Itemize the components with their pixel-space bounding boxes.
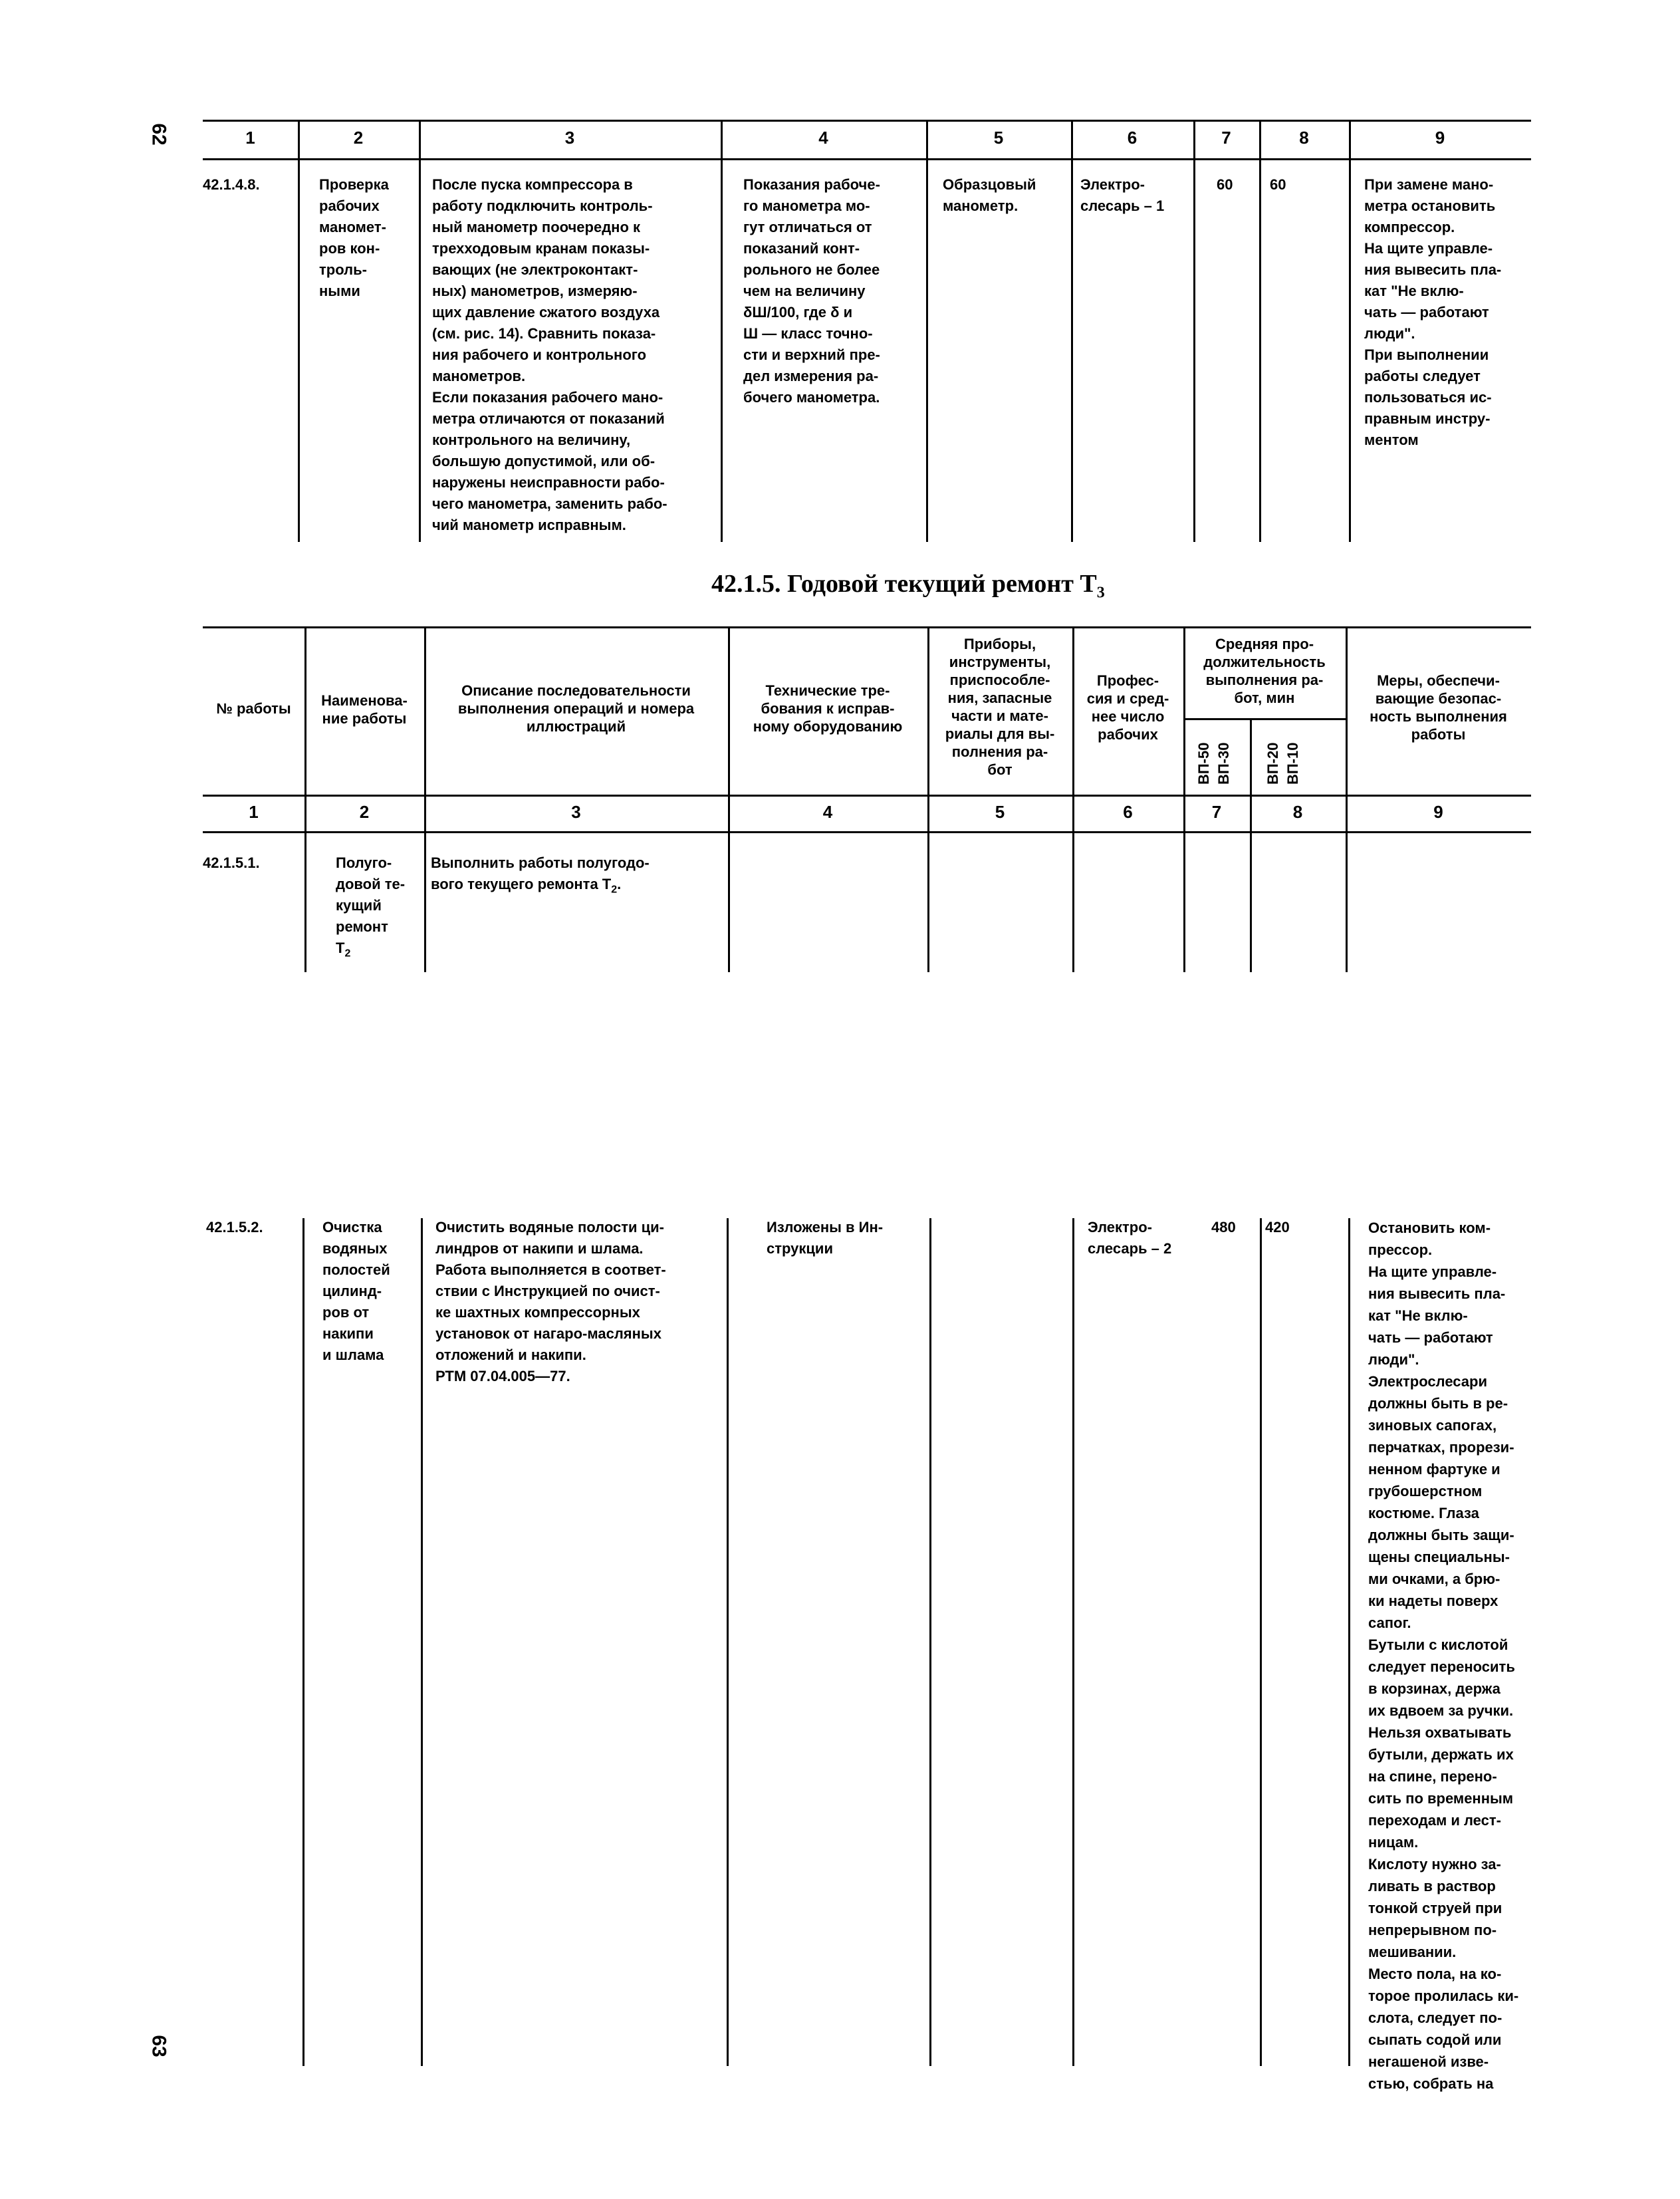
work-name: Очистка водяных полостей цилинд- ров от накипи и шлама xyxy=(322,1219,390,1363)
work-name: Полуго- довой те- кущий ремонт $Т_2$ xyxy=(336,854,406,960)
section-title: 42.1.5. Годовой текущий ремонт $Т_3$ xyxy=(711,570,1105,602)
col-number: 4 xyxy=(818,128,828,148)
header-vp30: ВП-30 xyxy=(1215,742,1232,785)
col-number: 3 xyxy=(564,128,575,148)
work-name: Проверка рабочих маномет- ров кон- троль- ными xyxy=(319,176,389,299)
work-description: После пуска компрессора в работу подключить контроль- ный манометр поочередно к трехходовым кранам показы- вающих (не электроконтакт- ных) манометров, измеряю- щих давление сжатого воздуха (см. рис. 14). Сравнить показа- ния рабочего и контрольного манометров. Если показания рабочего мано- метра отличаются от показаний контрольного на величину, большую допустимой, или об- наружены неисправности рабо- чего манометра, заменить рабо- чий манометр исправным. xyxy=(432,176,667,533)
time-vp50-vp30: 480 xyxy=(1211,1219,1236,1235)
profession: Электро- слесарь – 1 xyxy=(1080,176,1165,214)
header-description: Описание последовательности выполнения операций и номера иллюстраций xyxy=(457,682,695,735)
header-tools: Приборы, инструменты, приспособле- ния, запасные части и мате- риалы для вы- полнения ра- бот xyxy=(945,636,1055,778)
header-profession: Профес- сия и сред- нее число рабочих xyxy=(1086,672,1169,743)
header-vp10: ВП-10 xyxy=(1284,742,1301,785)
profession: Электро- слесарь – 2 xyxy=(1088,1219,1172,1257)
work-code: 42.1.5.2. xyxy=(206,1219,263,1235)
header-requirements: Технические тре- бования к исправ- ному оборудованию xyxy=(753,682,903,735)
col-number: 7 xyxy=(1221,128,1231,148)
header-work-no: № работы xyxy=(216,700,291,717)
col-number: 7 xyxy=(1211,802,1222,822)
page-number-top: 62 xyxy=(148,123,170,146)
page-number-bottom: 63 xyxy=(148,2035,170,2057)
col-number: 5 xyxy=(995,802,1005,822)
col-number: 1 xyxy=(245,128,255,148)
header-duration: Средняя про- должительность выполнения ра- бот, мин xyxy=(1203,636,1326,706)
header-vp20: ВП-20 xyxy=(1264,742,1281,785)
col-number: 9 xyxy=(1435,128,1445,148)
tools: Образцовый манометр. xyxy=(943,176,1036,214)
technical-requirements: Изложены в Ин- струкции xyxy=(767,1219,884,1257)
col-number: 8 xyxy=(1299,128,1309,148)
col-number: 3 xyxy=(571,802,581,822)
time-vp20-vp10: 420 xyxy=(1265,1219,1290,1235)
col-number: 8 xyxy=(1292,802,1303,822)
time-vp20-vp10: 60 xyxy=(1270,176,1286,193)
col-number: 2 xyxy=(353,128,364,148)
work-code: 42.1.5.1. xyxy=(203,854,260,871)
header-work-name: Наименова- ние работы xyxy=(321,692,408,727)
work-description: Выполнить работы полугодо- вого текущего ремонта $Т_2$. xyxy=(431,854,650,896)
technical-requirements: Показания рабоче- го манометра мо- гут отличаться от показаний конт- рольного не более чем на величину δШ/100, где δ и Ш — класс точно- сти и верхний пре- дел измерения ра- бочего манометра. xyxy=(743,176,880,406)
col-number: 9 xyxy=(1433,802,1443,822)
col-number: 4 xyxy=(822,802,833,822)
safety-measures: Остановить ком- прессор. На щите управле- ния вывесить пла- кат "Не вклю- чать — работают люди". Электрослесари должны быть в ре- зиновых сапогах, перчатках, прорези- ненном фартуке и грубошерстном костюме. Глаза должны быть защи- щены специальны- ми очками, а брю- ки надеты поверх сапог. Бутыли с кислотой следует переносить в корзинах, держа их вдвоем за ручки. Нельзя охватывать бутыли, держать их на спине, перено- сить по временным переходам и лест- ницам. Кислоту нужно за- ливать в раствор тонкой струей при непрерывном по- мешивании. Место пола, на ко- торое пролилась ки- слота, следует по- сыпать содой или негашеной изве- стью, собрать на xyxy=(1368,1220,1519,2092)
col-number: 2 xyxy=(359,802,370,822)
col-number: 5 xyxy=(993,128,1004,148)
col-number: 6 xyxy=(1127,128,1138,148)
header-vp50: ВП-50 xyxy=(1195,742,1212,785)
col-number: 1 xyxy=(249,802,259,822)
work-code: 42.1.4.8. xyxy=(203,176,260,193)
col-number: 6 xyxy=(1123,802,1133,822)
time-vp50-vp30: 60 xyxy=(1217,176,1233,193)
safety-measures: При замене мано- метра остановить компрессор. На щите управле- ния вывесить пла- кат "Не вклю- чать — работают люди". При выполнении работы следует пользоваться ис- правным инстру- ментом xyxy=(1364,176,1502,448)
work-description: Очистить водяные полости ци- линдров от накипи и шлама. Работа выполняется в соответ- ствии с Инструкцией по очист- ке шахтных компрессорных установок от нагаро-масляных отложений и накипи. РТМ 07.04.005—77. xyxy=(435,1219,666,1384)
header-safety: Меры, обеспечи- вающие безопас- ность выполнения работы xyxy=(1370,672,1507,743)
